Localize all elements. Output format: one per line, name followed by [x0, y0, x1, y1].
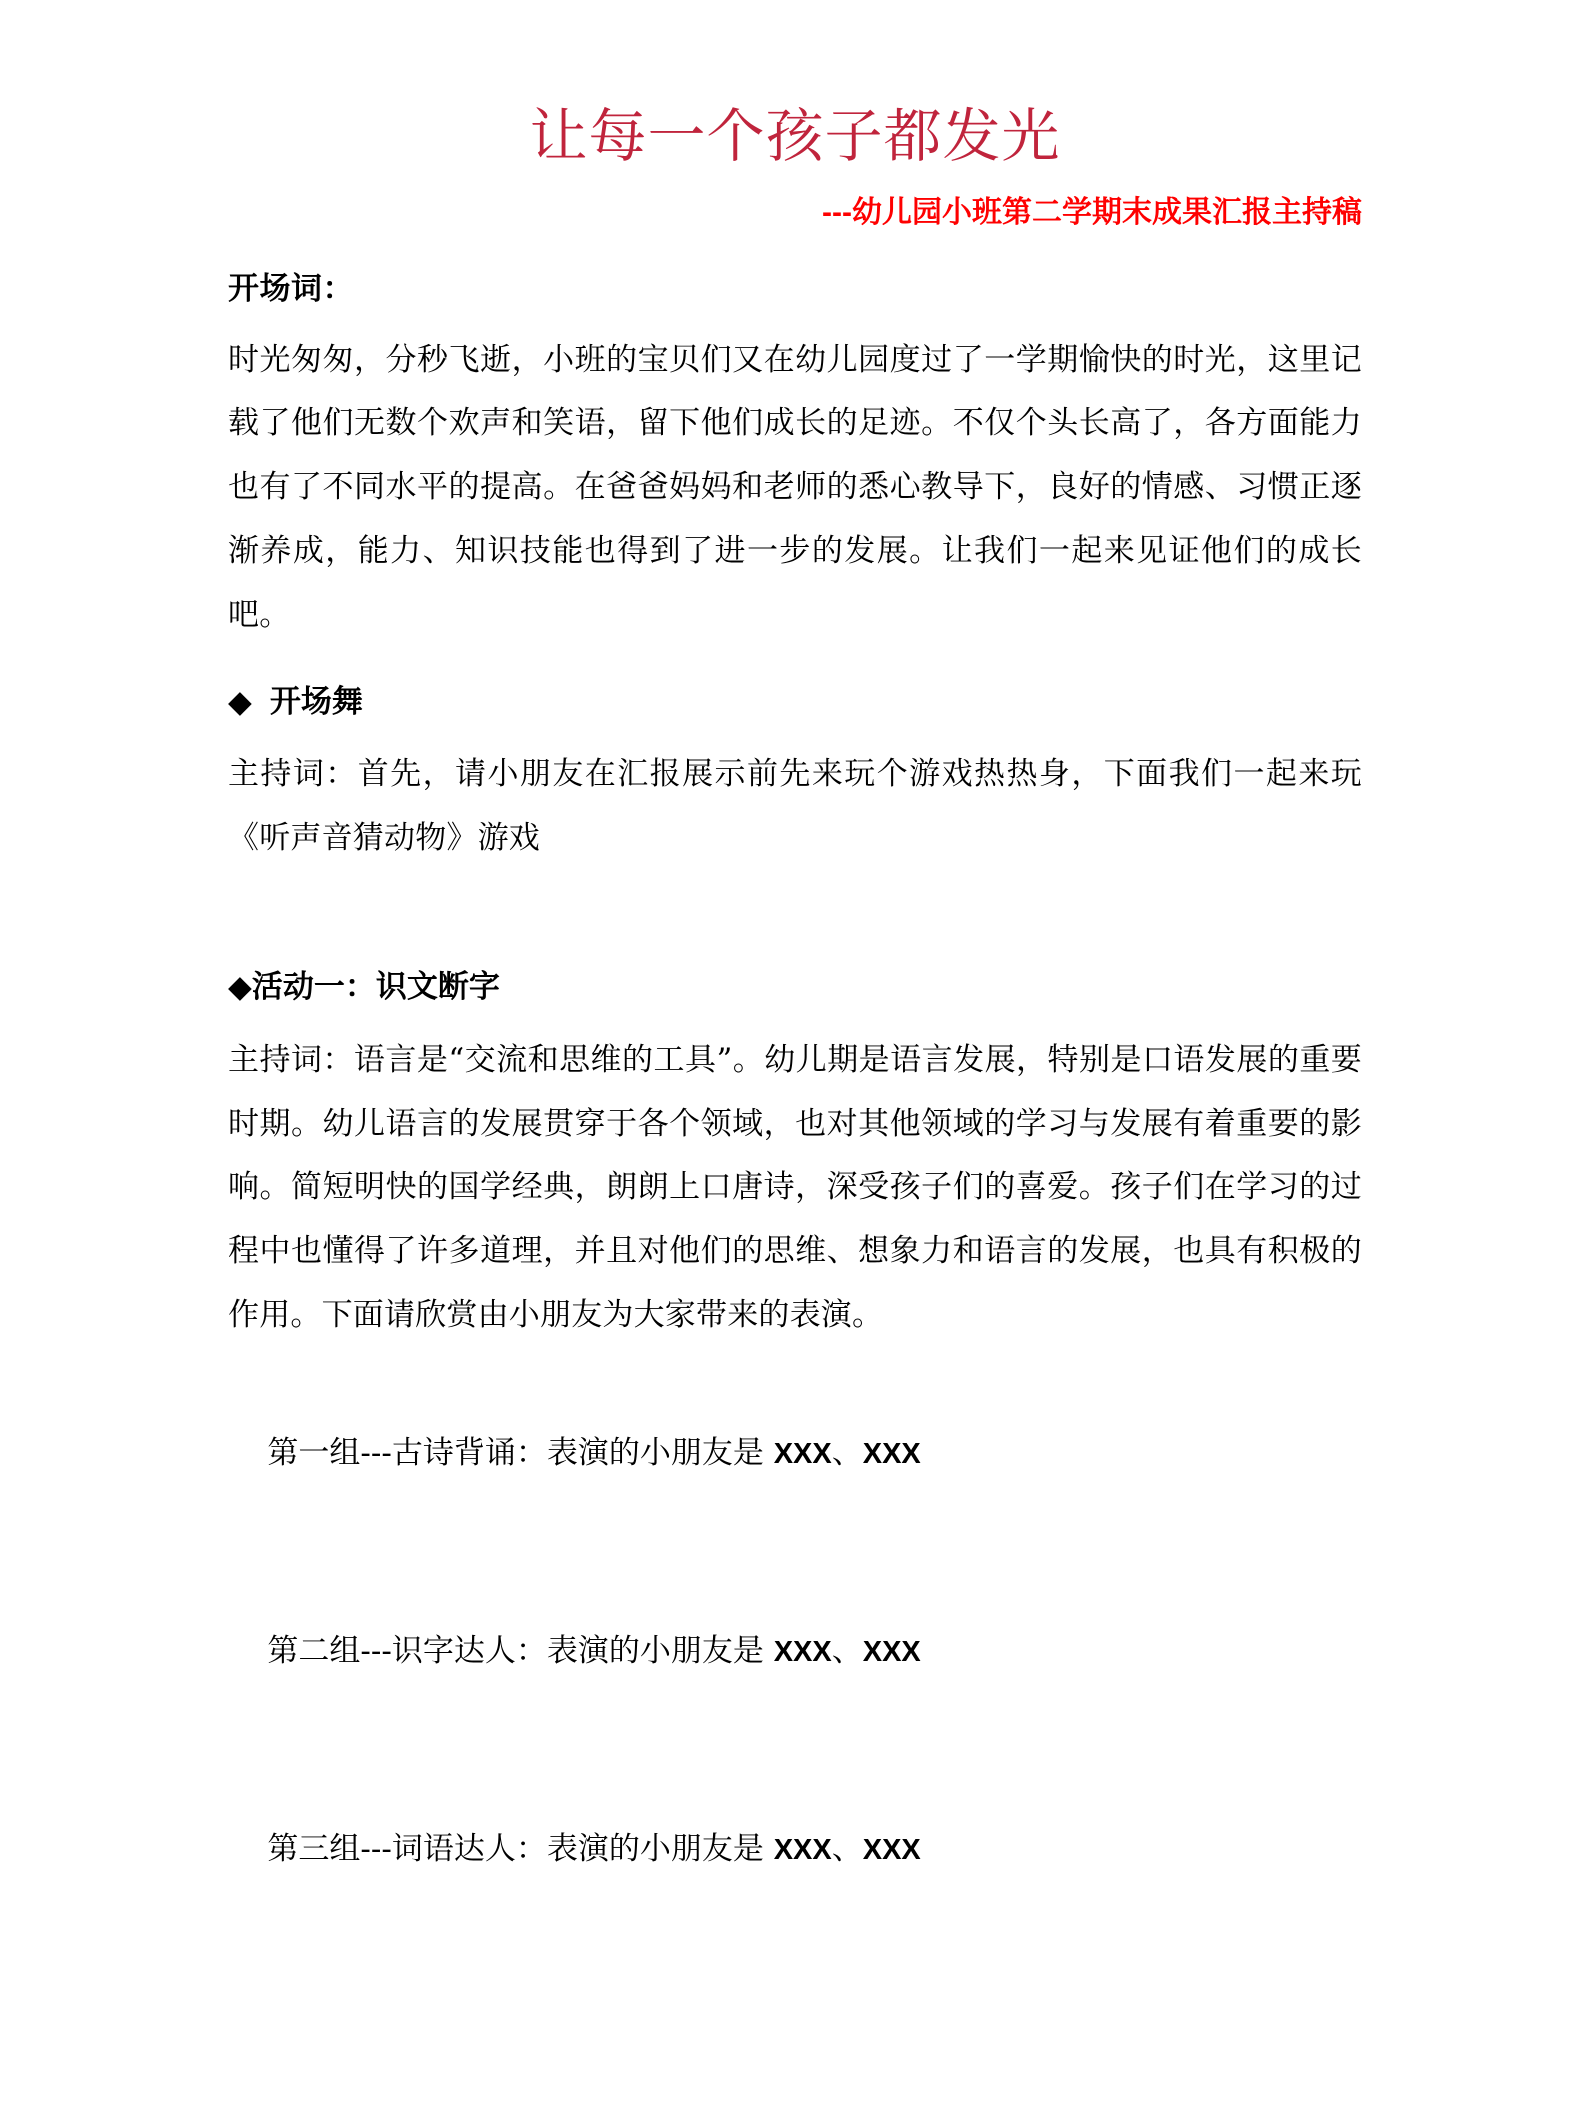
name-separator: 、	[831, 1435, 863, 1472]
opening-dance-heading-label: 开场舞	[269, 683, 363, 720]
activity-one-heading-label: 活动一：识文断字	[251, 969, 500, 1006]
opening-dance-host-line: 主持词：首先，请小朋友在汇报展示前先来玩个游戏热热身，下面我们一起来玩《听声音猜动物》游戏	[228, 756, 1362, 857]
section-spacer	[228, 871, 1362, 933]
diamond-bullet-icon: ◆	[228, 969, 252, 1006]
diamond-bullet-icon: ◆	[228, 683, 252, 720]
group-label: 第二组---识字达人：表演的小朋友是	[267, 1633, 774, 1670]
group-label: 第一组---古诗背诵：表演的小朋友是	[267, 1435, 774, 1472]
performer-name: XXX	[773, 1834, 832, 1867]
group-label: 第三组---词语达人：表演的小朋友是	[267, 1831, 774, 1868]
opening-words-label: 开场词：	[228, 270, 354, 307]
page-subtitle: ---幼儿园小班第二学期末成果汇报主持稿	[822, 195, 1362, 229]
activity-one-heading	[228, 963, 1362, 1013]
opening-words-paragraph: 时光匆匆，分秒飞逝，小班的宝贝们又在幼儿园度过了一学期愉快的时光，这里记载了他们无数个欢声和笑语，留下他们成长的足迹。不仅个头长高了，各方面能力也有了不同水平的提高。在爸爸妈妈和老师的悉心教导下，良好的情感、习惯正逐渐养成，能力、知识技能也得到了进一步的发展。让我们一起来见证他们的成长吧。	[228, 341, 1362, 633]
opening-dance-heading	[228, 678, 1362, 728]
performer-name: XXX	[862, 1438, 921, 1471]
list-item	[228, 1756, 1362, 1942]
performer-name: XXX	[862, 1834, 921, 1867]
list-item	[228, 1558, 1362, 1744]
performer-name: XXX	[773, 1438, 832, 1471]
activity-one-host-line: 主持词：语言是“交流和思维的工具”。幼儿期是语言发展，特别是口语发展的重要时期。幼儿语言的发展贯穿于各个领域，也对其他领域的学习与发展有着重要的影响。简短明快的国学经典，朗朗上口唐诗，深受孩子们的喜爱。孩子们在学习的过程中也懂得了许多道理，并且对他们的思维、想象力和语言的发展，也具有积极的作用。下面请欣赏由小朋友为大家带来的表演。	[228, 1041, 1362, 1334]
performer-name: XXX	[862, 1636, 921, 1669]
page-title: 让每一个孩子都发光	[529, 102, 1061, 170]
list-item	[228, 1360, 1362, 1546]
name-separator: 、	[831, 1633, 863, 1670]
performer-name: XXX	[773, 1636, 832, 1669]
name-separator: 、	[831, 1831, 863, 1868]
